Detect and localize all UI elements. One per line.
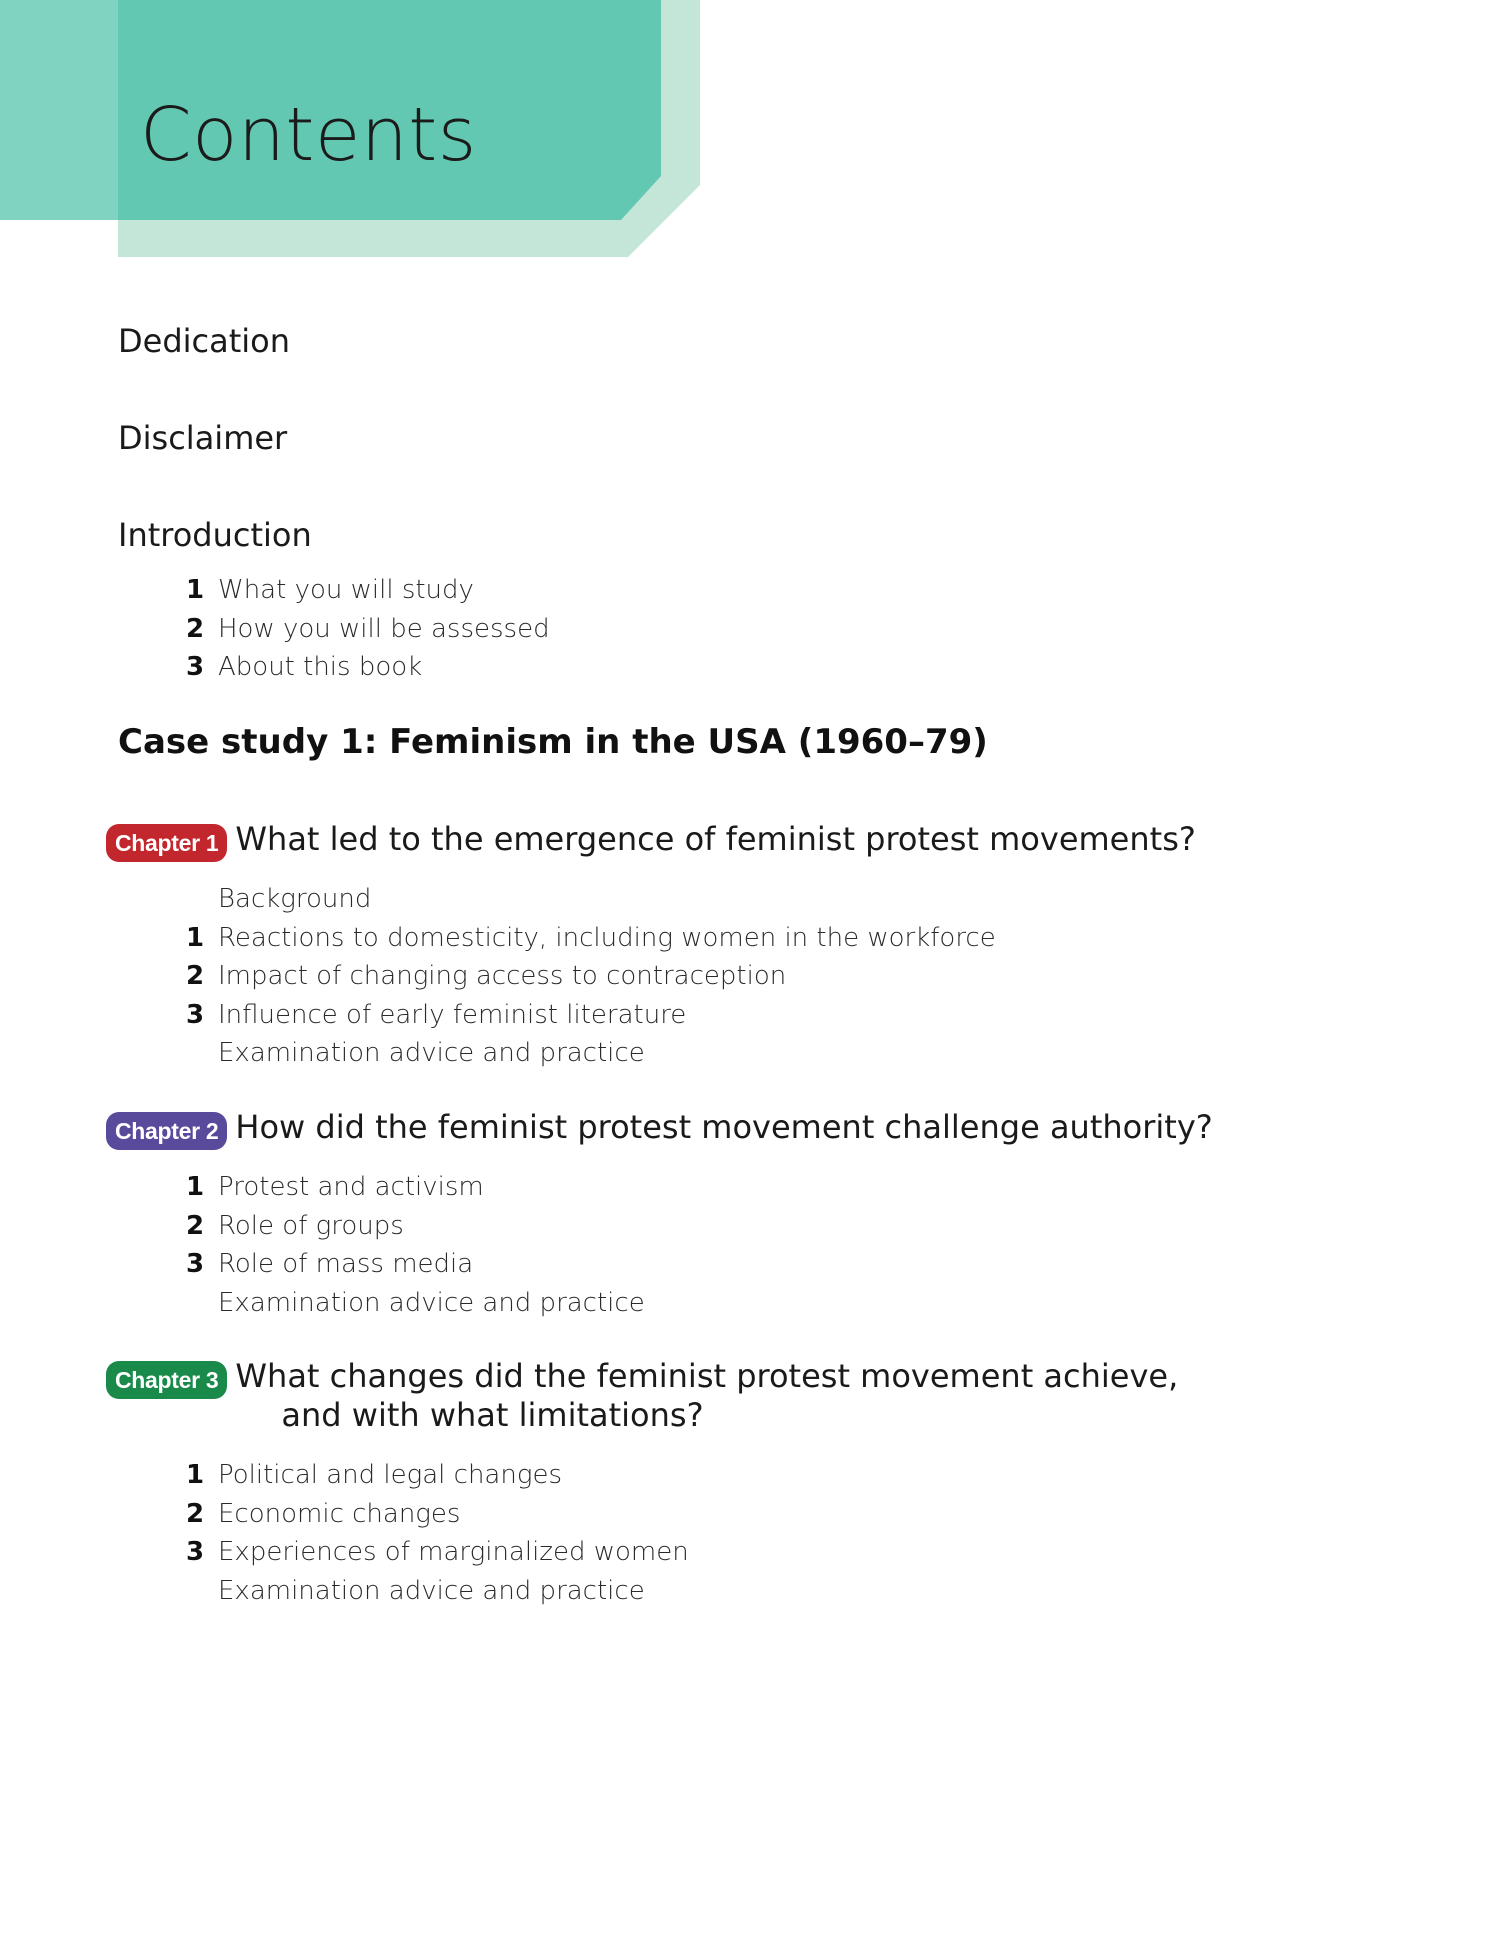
introduction-list bbox=[186, 571, 550, 687]
list-item[interactable]: 1 Political and legal changes bbox=[186, 1460, 562, 1490]
list-item[interactable]: 1 Reactions to domesticity, including women in the workforce bbox=[186, 922, 996, 953]
list-item[interactable]: 1 Protest and activism bbox=[186, 1172, 484, 1202]
chapter-1-list bbox=[186, 880, 996, 1073]
list-item[interactable]: 2 Role of groups bbox=[186, 1210, 404, 1241]
toc-dedication[interactable]: Dedication bbox=[118, 322, 291, 360]
list-item[interactable]: Examination advice and practice bbox=[218, 1038, 645, 1068]
chapter-title: How did the feminist protest movement challenge authority? bbox=[235, 1108, 1213, 1146]
chapter-title: What led to the emergence of feminist protest movements? bbox=[235, 820, 1196, 858]
list-item[interactable]: 2 Impact of changing access to contraception bbox=[186, 961, 787, 991]
list-item[interactable]: 2 How you will be assessed bbox=[186, 613, 550, 644]
list-item[interactable]: Examination advice and practice bbox=[218, 1287, 645, 1318]
list-item[interactable]: Examination advice and practice bbox=[218, 1575, 645, 1606]
chapter-3-heading[interactable] bbox=[106, 1357, 1178, 1435]
list-item[interactable]: 3 Role of mass media bbox=[186, 1249, 474, 1279]
chapter-badge: Chapter 1 bbox=[106, 824, 227, 862]
toc-introduction[interactable]: Introduction bbox=[118, 516, 312, 554]
list-item[interactable]: 3 About this book bbox=[186, 652, 423, 682]
toc-disclaimer[interactable]: Disclaimer bbox=[118, 419, 288, 457]
chapter-badge: Chapter 3 bbox=[106, 1361, 227, 1399]
chapter-3-list bbox=[186, 1456, 689, 1610]
list-item[interactable]: Background bbox=[218, 884, 372, 914]
chapter-2-heading[interactable] bbox=[106, 1108, 1213, 1150]
list-item[interactable]: 2 Economic changes bbox=[186, 1498, 461, 1529]
chapter-2-list bbox=[186, 1168, 645, 1322]
chapter-1-heading[interactable] bbox=[106, 820, 1196, 862]
case-study-title: Case study 1: Feminism in the USA (1960–79) bbox=[118, 722, 988, 762]
list-item[interactable]: 3 Experiences of marginalized women bbox=[186, 1537, 689, 1567]
list-item[interactable]: 3 Influence of early feminist literature bbox=[186, 999, 687, 1030]
page-title: Contents bbox=[140, 92, 477, 178]
chapter-title: What changes did the feminist protest movement achieve, and with what limitations? bbox=[235, 1357, 1179, 1434]
chapter-badge: Chapter 2 bbox=[106, 1112, 227, 1150]
list-item[interactable]: 1 What you will study bbox=[186, 575, 474, 605]
